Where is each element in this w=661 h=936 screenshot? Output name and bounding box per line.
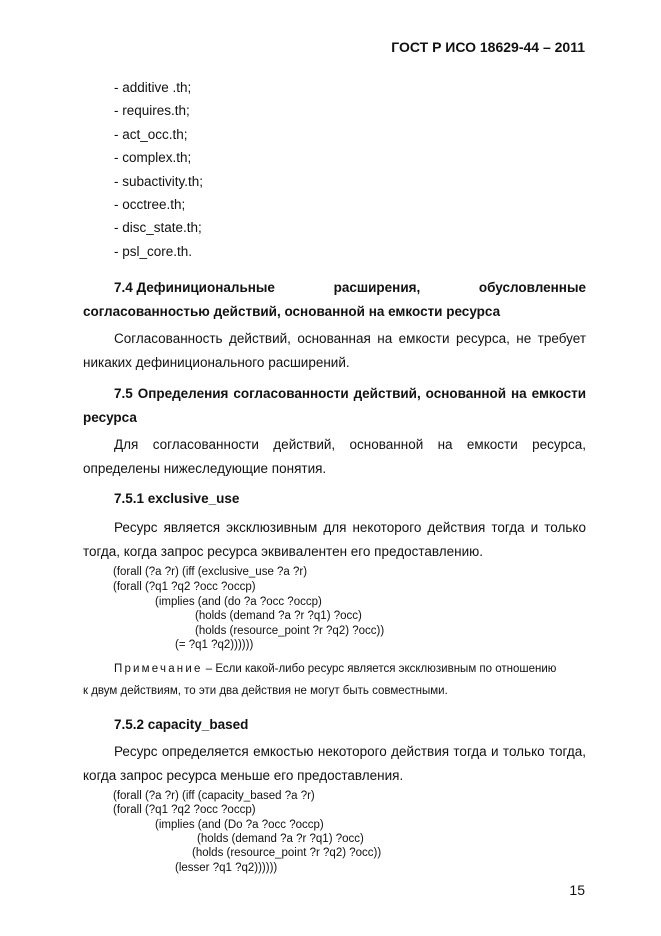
code-line: (= ?q1 ?q2)))))): [175, 639, 254, 651]
page-number: 15: [569, 882, 585, 898]
note-line2: к двум действиям, то эти два действия не могут быть совместными.: [83, 685, 448, 697]
code-line: (forall (?a ?r) (iff (exclusive_use ?a ?r): [113, 566, 308, 578]
code-line: (forall (?q1 ?q2 ?occ ?occp): [113, 581, 256, 593]
paragraph-7-5-2-line1: Ресурс определяется емкостью некоторого действия тогда и только тогда,: [114, 744, 586, 759]
list-item: - disc_state.th;: [114, 220, 202, 235]
list-item: - additive .th;: [114, 80, 192, 95]
list-item: - requires.th;: [114, 103, 190, 118]
code-line: (holds (demand ?a ?r ?q1) ?occ): [197, 833, 364, 845]
paragraph-7-4-line2: никаких дефиниционального расширений.: [83, 355, 350, 370]
code-line: (forall (?a ?r) (iff (capacity_based ?a ?r): [113, 790, 315, 802]
paragraph-7-5-1-line2: тогда, когда запрос ресурса эквивалентен его предоставлению.: [83, 544, 484, 559]
list-item: - complex.th;: [114, 150, 192, 165]
list-item: - psl_core.th.: [114, 244, 193, 259]
section-heading-7-5: 7.5 Определения согласованности действий, основанной на емкости: [114, 386, 586, 401]
section-heading-7-5-2: 7.5.2 capacity_based: [114, 717, 249, 732]
list-item: - subactivity.th;: [114, 174, 204, 189]
note-label: Примечание: [114, 663, 203, 675]
paragraph-7-5-line1: Для согласованности действий, основанной на емкости ресурса,: [114, 437, 586, 452]
document-header: ГОСТ Р ИСО 18629-44 – 2011: [391, 39, 585, 55]
section-heading-7-4: 7.4 Дефинициональные расширения, обусловленные: [114, 280, 586, 295]
section-heading-7-5-cont: ресурса: [83, 410, 137, 425]
code-line: (holds (resource_point ?r ?q2) ?occ)): [192, 847, 382, 859]
code-line: (forall (?q1 ?q2 ?occ ?occp): [113, 804, 256, 816]
code-line: (holds (demand ?a ?r ?q1) ?occ): [195, 610, 362, 622]
list-item: - act_occ.th;: [114, 127, 188, 142]
note-line1: Примечание – Если какой-либо ресурс является эксклюзивным по отношению: [114, 663, 557, 675]
paragraph-7-5-2-line2: когда запрос ресурса меньше его предоставления.: [83, 768, 404, 783]
code-line: (implies (and (Do ?a ?occ ?occp): [155, 819, 324, 831]
paragraph-7-5-1-line1: Ресурс является эксклюзивным для некоторого действия тогда и только: [114, 520, 586, 535]
paragraph-7-4-line1: Согласованность действий, основанная на емкости ресурса, не требует: [114, 331, 586, 346]
code-line: (implies (and (do ?a ?occ ?occp): [155, 596, 322, 608]
section-heading-7-4-cont: согласованностью действий, основанной на емкости ресурса: [83, 304, 501, 319]
code-line: (holds (resource_point ?r ?q2) ?occ)): [195, 625, 385, 637]
section-heading-7-5-1: 7.5.1 exclusive_use: [114, 491, 240, 506]
code-line: (lesser ?q1 ?q2)))))): [175, 862, 278, 874]
paragraph-7-5-line2: определены нижеследующие понятия.: [83, 461, 327, 476]
list-item: - occtree.th;: [114, 197, 186, 212]
